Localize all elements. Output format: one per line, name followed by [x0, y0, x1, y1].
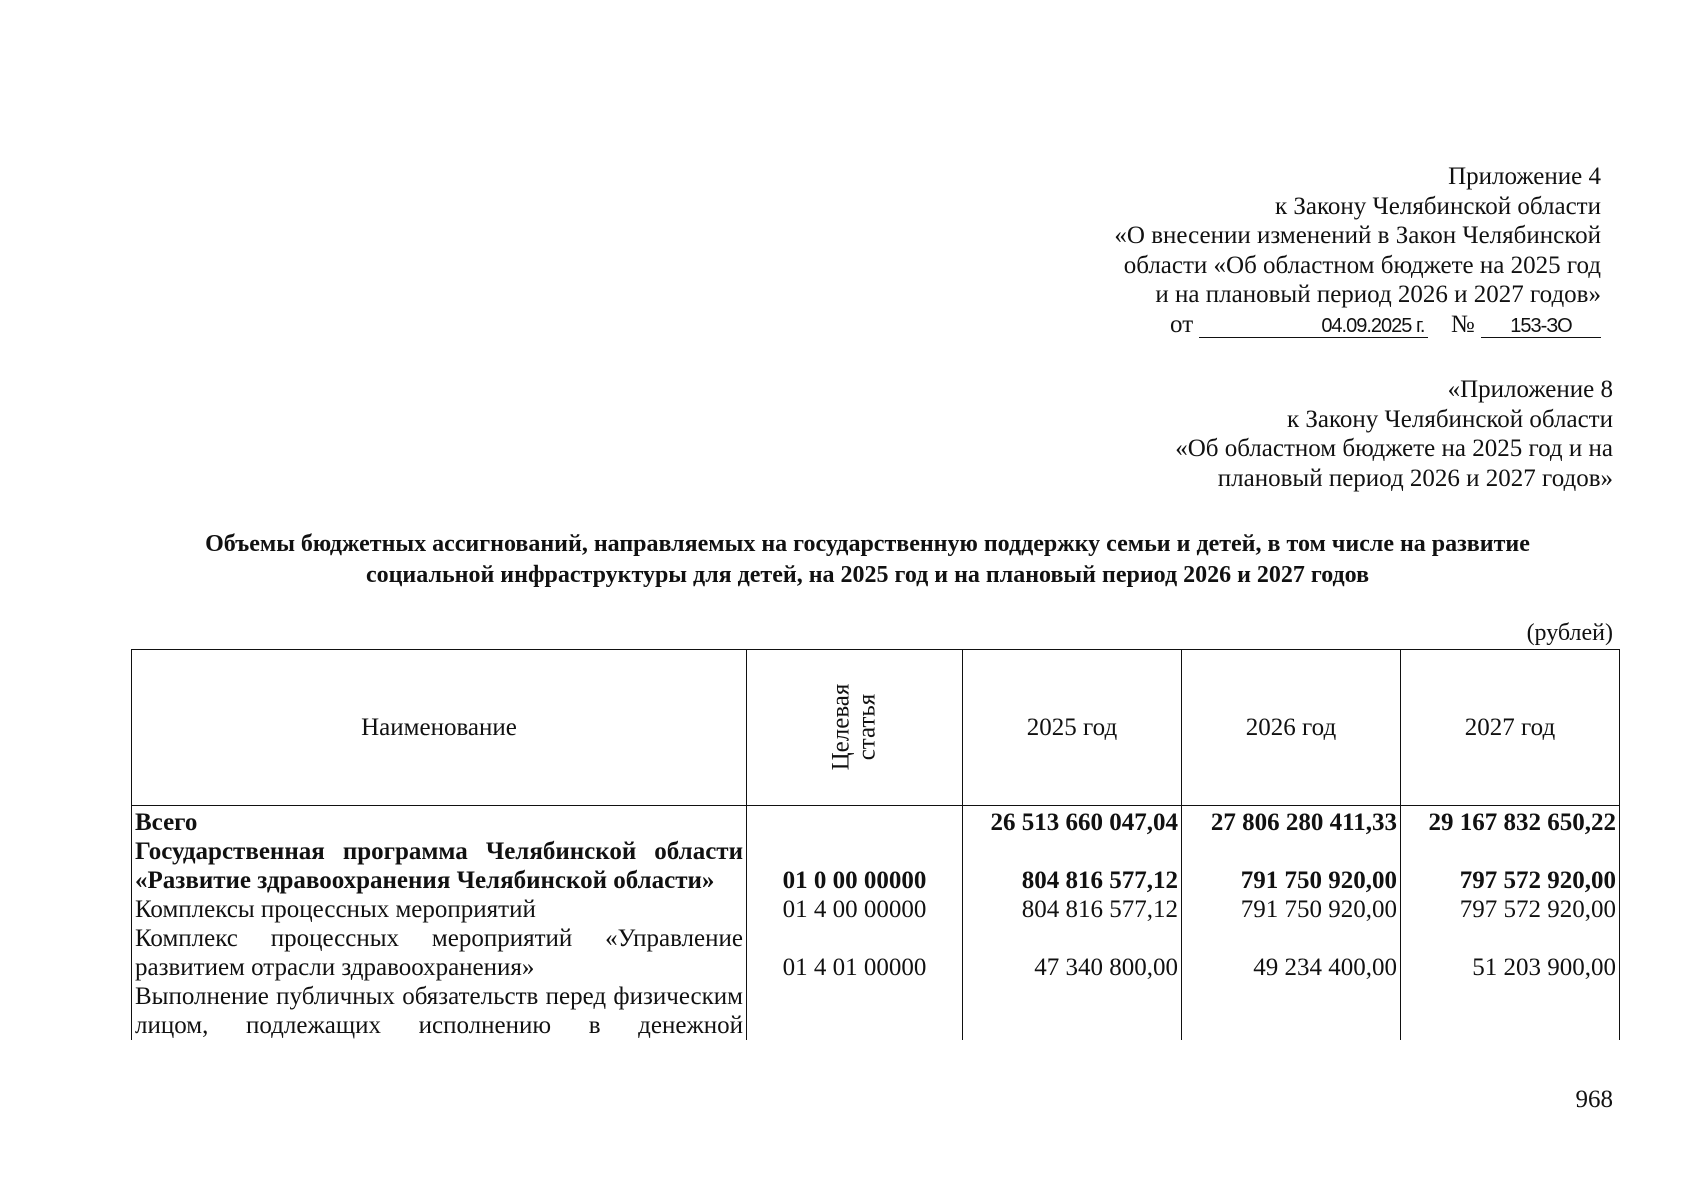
row-code [747, 806, 963, 838]
table-row [132, 895, 1620, 924]
row-2027: 797 572 920,00 [1401, 837, 1620, 895]
table-row [132, 837, 1620, 895]
header-name: Наименование [132, 650, 747, 806]
appendix-4-header [1114, 162, 1601, 339]
header-2025: 2025 год [963, 650, 1182, 806]
document-title-line: Объемы бюджетных ассигнований, направляемых на государственную поддержку семьи и детей, в том числе на развитие [205, 531, 1530, 557]
appendix-8-header [1175, 375, 1613, 493]
row-2026: 49 234 400,00 [1182, 924, 1401, 982]
row-name: Комплексы процессных мероприятий [132, 895, 747, 924]
row-2026: 791 750 920,00 [1182, 837, 1401, 895]
row-code: 01 4 00 00000 [747, 895, 963, 924]
page-number: 968 [1575, 1086, 1613, 1113]
row-code: 01 0 00 00000 [747, 837, 963, 895]
appendix-8-line: плановый период 2026 и 2027 годов» [1217, 464, 1613, 492]
table-row [132, 982, 1620, 1040]
row-2026 [1182, 982, 1401, 1040]
table-row [132, 924, 1620, 982]
header-target-article-line: статья [853, 693, 881, 761]
appendix-4-line: к Закону Челябинской области [1275, 192, 1601, 220]
row-name: Комплекс процессных мероприятий «Управление развитием отрасли здравоохранения» [132, 924, 747, 982]
row-name: Всего [132, 806, 747, 838]
document-title-line: социальной инфраструктуры для детей, на 2025 год и на плановый период 2026 и 2027 годов [365, 562, 1370, 588]
header-2026: 2026 год [1182, 650, 1401, 806]
header-target-article-label [828, 684, 880, 771]
header-target-article-line: Целевая [827, 683, 855, 771]
row-2027: 29 167 832 650,22 [1401, 806, 1620, 838]
header-target-article [747, 650, 963, 806]
row-2025: 804 816 577,12 [963, 895, 1182, 924]
appendix-4-line: «О внесении изменений в Закон Челябинской [1114, 222, 1601, 249]
table-header-row [132, 650, 1620, 806]
row-2025: 804 816 577,12 [963, 837, 1182, 895]
row-2026: 791 750 920,00 [1182, 895, 1401, 924]
row-code [747, 982, 963, 1040]
row-2025 [963, 982, 1182, 1040]
law-number: 153-ЗО [1481, 315, 1601, 338]
law-date: 04.09.2025 г. [1199, 315, 1428, 338]
row-2027 [1401, 982, 1620, 1040]
number-sign: № [1450, 310, 1475, 338]
row-2025: 26 513 660 047,04 [963, 806, 1182, 838]
appendix-4-line: области «Об областном бюджете на 2025 год [1123, 251, 1601, 279]
row-2027: 797 572 920,00 [1401, 895, 1620, 924]
appendix-4-line: и на плановый период 2026 и 2027 годов» [1155, 281, 1601, 308]
units-label: (рублей) [1526, 620, 1613, 646]
appendix-8-line: «Об областном бюджете на 2025 год и на [1175, 435, 1613, 462]
row-name: Выполнение публичных обязательств перед физическим лицом, подлежащих исполнению в денежной [132, 982, 747, 1040]
table-row-total [132, 806, 1620, 838]
law-date-number-line [1114, 310, 1601, 340]
row-2026: 27 806 280 411,33 [1182, 806, 1401, 838]
appendix-8-line: «Приложение 8 [1447, 376, 1613, 403]
row-2027: 51 203 900,00 [1401, 924, 1620, 982]
row-name: Государственная программа Челябинской области «Развитие здравоохранения Челябинской области» [132, 837, 747, 895]
appendix-8-line: к Закону Челябинской области [1287, 405, 1613, 433]
row-code: 01 4 01 00000 [747, 924, 963, 982]
row-2025: 47 340 800,00 [963, 924, 1182, 982]
date-prefix: от [1170, 310, 1194, 338]
appendix-4-line: Приложение 4 [1448, 163, 1601, 190]
budget-table [131, 649, 1620, 1040]
document-title [120, 529, 1615, 591]
header-2027: 2027 год [1401, 650, 1620, 806]
